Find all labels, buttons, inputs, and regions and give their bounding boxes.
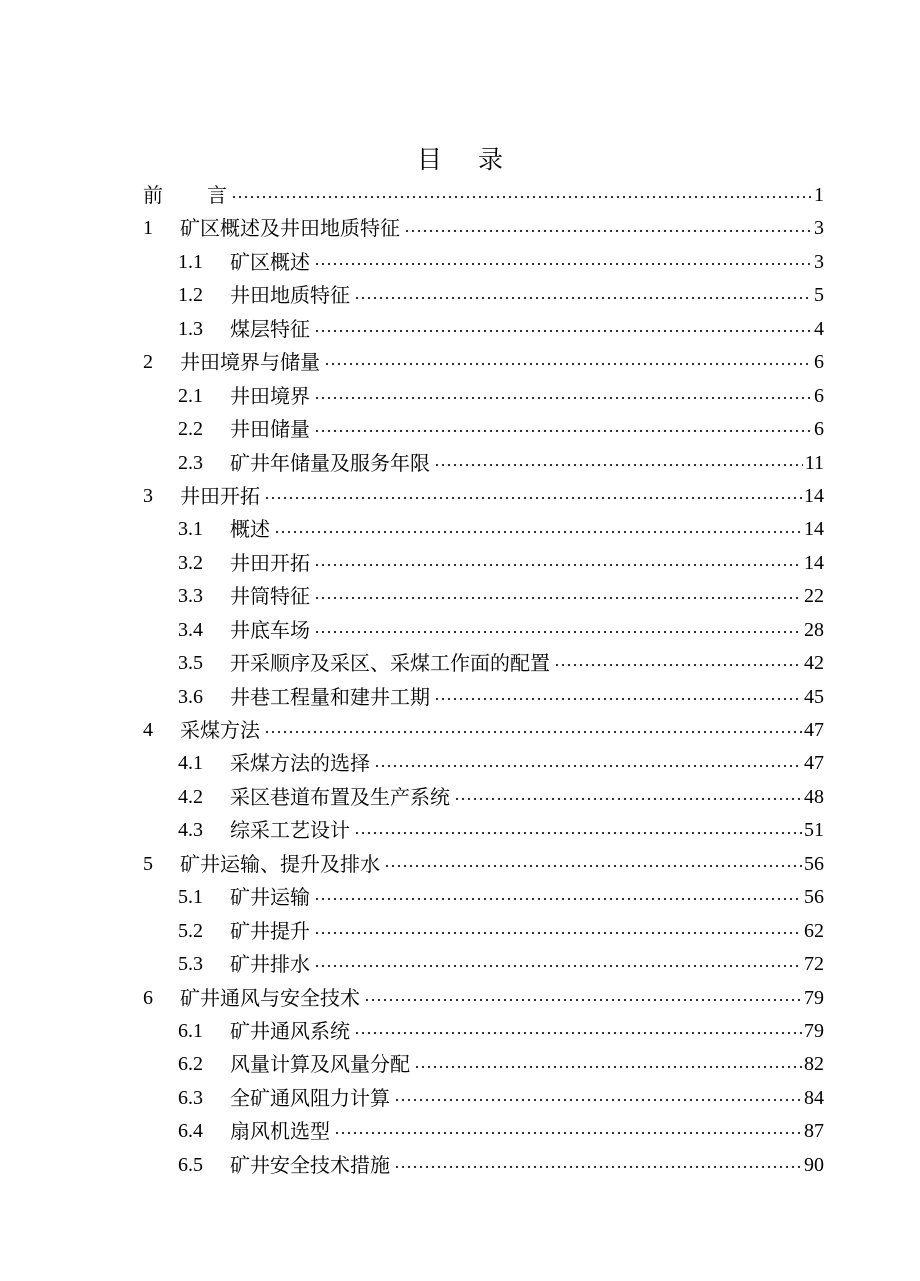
toc-dot-leader (554, 664, 802, 666)
toc-entry-text: 采煤方法 (180, 718, 260, 742)
toc-section-entry[interactable] (0, 1149, 920, 1182)
toc-entry-number: 6.4 (178, 1120, 203, 1143)
toc-dot-leader (314, 397, 812, 399)
toc-dot-leader (434, 698, 802, 700)
toc-dot-leader (314, 631, 802, 633)
toc-section-entry[interactable] (0, 948, 920, 981)
toc-entry-number: 6 (143, 986, 153, 1009)
toc-dot-leader (314, 564, 802, 566)
toc-entry-number: 4.3 (178, 819, 203, 842)
toc-entry-page: 42 (804, 652, 824, 675)
toc-chapter-entry[interactable] (0, 982, 920, 1015)
toc-dot-leader (314, 330, 812, 332)
toc-dot-leader (274, 531, 802, 533)
toc-entry-page: 51 (804, 819, 824, 842)
toc-section-entry[interactable] (0, 614, 920, 647)
toc-entry-number: 1 (143, 217, 153, 240)
toc-entry-number: 3.6 (178, 685, 203, 708)
toc-entry-page: 47 (804, 752, 824, 775)
toc-entry-page: 82 (804, 1053, 824, 1076)
toc-entry-text: 井田开拓 (230, 550, 310, 575)
toc-entry-number: 4 (143, 719, 153, 741)
toc-entry-number: 6.5 (178, 1153, 203, 1176)
toc-section-entry[interactable] (0, 1015, 920, 1048)
toc-entry-number: 3.5 (178, 652, 203, 675)
toc-entry-number: 5.1 (178, 886, 203, 909)
toc-dot-leader (314, 263, 812, 265)
toc-entry-number: 1.1 (178, 250, 203, 273)
toc-entry-number: 1.3 (178, 317, 203, 340)
toc-entry-text (143, 179, 231, 212)
toc-entry-number: 2 (143, 351, 153, 374)
toc-entry-number: 2.1 (178, 384, 203, 407)
toc-entry-page: 56 (804, 852, 824, 875)
toc-list (0, 179, 920, 1182)
toc-dot-leader (404, 230, 812, 232)
toc-entry-number: 4.1 (178, 752, 203, 775)
toc-entry-page: 22 (804, 585, 824, 608)
toc-chapter-entry[interactable] (0, 212, 920, 245)
toc-entry-text: 开采顺序及采区、采煤工作面的配置 (230, 651, 550, 676)
toc-entry-page: 4 (814, 317, 824, 340)
toc-entry-page: 14 (804, 484, 824, 507)
toc-entry-page: 6 (814, 384, 824, 407)
toc-title (0, 140, 920, 180)
toc-dot-leader (354, 297, 812, 299)
toc-entry-text: 矿区概述 (230, 249, 310, 274)
toc-title-left: 目 (416, 145, 442, 174)
toc-section-entry[interactable] (0, 447, 920, 480)
toc-entry-number: 5 (143, 852, 153, 875)
toc-entry-text: 全矿通风阻力计算 (230, 1085, 390, 1110)
toc-entry-text: 综采工艺设计 (230, 818, 350, 843)
toc-entry-page: 6 (814, 351, 824, 374)
toc-entry-page: 45 (804, 685, 824, 708)
toc-entry-number: 3.2 (178, 551, 203, 574)
toc-dot-leader (434, 464, 803, 466)
toc-section-entry[interactable] (0, 513, 920, 546)
toc-section-entry[interactable] (0, 681, 920, 714)
toc-entry-number: 6.1 (178, 1019, 203, 1042)
toc-entry-number: 3.4 (178, 618, 203, 641)
toc-entry-page: 1 (814, 184, 824, 206)
toc-dot-leader (314, 597, 802, 599)
toc-entry-page: 79 (804, 1019, 824, 1042)
toc-entry-number: 3.3 (178, 585, 203, 608)
toc-chapter-entry[interactable] (0, 714, 920, 747)
toc-dot-leader (314, 898, 802, 900)
toc-chapter-entry[interactable] (0, 848, 920, 881)
toc-entry-number: 6.2 (178, 1053, 203, 1076)
toc-dot-leader (394, 1099, 802, 1101)
toc-entry-number: 5.2 (178, 919, 203, 942)
toc-entry-text: 煤层特征 (230, 316, 310, 341)
toc-entry-page: 6 (814, 418, 824, 441)
toc-entry-page: 28 (804, 618, 824, 641)
toc-entry-text: 矿井运输、提升及排水 (180, 851, 380, 876)
toc-dot-leader (231, 196, 812, 198)
toc-section-entry[interactable] (0, 246, 920, 279)
toc-entry-text: 井田储量 (230, 417, 310, 442)
toc-chapter-entry[interactable] (0, 346, 920, 379)
toc-entry-text: 矿井运输 (230, 885, 310, 910)
toc-entry-page: 3 (814, 217, 824, 240)
toc-dot-leader (374, 765, 802, 767)
toc-entry-text: 井底车场 (230, 617, 310, 642)
toc-entry-page: 47 (804, 719, 824, 741)
toc-dot-leader (314, 965, 802, 967)
toc-dot-leader (384, 865, 802, 867)
toc-section-entry[interactable] (0, 413, 920, 446)
toc-section-entry[interactable] (0, 313, 920, 346)
toc-dot-leader (354, 832, 802, 834)
toc-dot-leader (314, 932, 802, 934)
toc-entry-page: 5 (814, 284, 824, 307)
toc-dot-leader (314, 430, 812, 432)
toc-section-entry[interactable] (0, 814, 920, 847)
toc-entry-text: 井巷工程量和建井工期 (230, 684, 430, 709)
toc-section-entry[interactable] (0, 580, 920, 613)
toc-entry-page: 62 (804, 919, 824, 942)
toc-entry-text: 矿井通风与安全技术 (180, 985, 360, 1010)
toc-entry-text: 矿井年储量及服务年限 (230, 450, 430, 475)
toc-entry-page: 72 (804, 953, 824, 976)
toc-entry-page: 11 (804, 451, 824, 474)
toc-dot-leader (264, 497, 802, 499)
toc-entry-number: 3 (143, 484, 153, 507)
toc-dot-leader (414, 1066, 802, 1068)
toc-entry-text: 井筒特征 (230, 584, 310, 609)
toc-entry-text: 概述 (230, 517, 270, 542)
toc-section-entry[interactable] (0, 747, 920, 780)
toc-entry-text: 矿井提升 (230, 918, 310, 943)
preface-right-char: 言 (207, 183, 227, 207)
toc-section-entry[interactable] (0, 1048, 920, 1081)
toc-entry-number: 1.2 (178, 284, 203, 307)
toc-entry-page: 84 (804, 1086, 824, 1109)
preface-left-char: 前 (143, 183, 163, 207)
toc-entry-text: 井田开拓 (180, 483, 260, 508)
toc-dot-leader (354, 1032, 802, 1034)
toc-entry-text: 矿井安全技术措施 (230, 1152, 390, 1177)
toc-entry-page: 3 (814, 250, 824, 273)
toc-entry-number: 3.1 (178, 518, 203, 541)
toc-entry-text: 风量计算及风量分配 (230, 1052, 410, 1077)
toc-entry-page: 48 (804, 785, 824, 808)
toc-section-entry[interactable] (0, 915, 920, 948)
toc-entry-page: 87 (804, 1120, 824, 1143)
toc-entry-text: 扇风机选型 (230, 1119, 330, 1144)
toc-title-right: 录 (478, 145, 504, 174)
toc-entry-text: 矿井通风系统 (230, 1018, 350, 1043)
toc-entry-number: 4.2 (178, 785, 203, 808)
toc-section-entry[interactable] (0, 1082, 920, 1115)
toc-dot-leader (334, 1132, 802, 1134)
toc-entry-number: 6.3 (178, 1086, 203, 1109)
toc-entry-text: 井田境界 (230, 383, 310, 408)
toc-entry-text: 井田地质特征 (230, 283, 350, 308)
toc-entry-page: 14 (804, 551, 824, 574)
toc-chapter-entry[interactable] (0, 480, 920, 513)
toc-entry-page: 90 (804, 1153, 824, 1176)
toc-entry-text: 采煤方法的选择 (230, 751, 370, 776)
toc-dot-leader (324, 363, 812, 365)
toc-entry-number: 2.2 (178, 418, 203, 441)
toc-section-entry[interactable] (0, 1115, 920, 1148)
toc-section-entry[interactable] (0, 380, 920, 413)
toc-entry-page: 79 (804, 986, 824, 1009)
toc-entry-text: 井田境界与储量 (180, 350, 320, 375)
toc-entry-page: 56 (804, 886, 824, 909)
toc-section-entry[interactable] (0, 279, 920, 312)
toc-dot-leader (454, 798, 802, 800)
toc-entry-text: 采区巷道布置及生产系统 (230, 784, 450, 809)
toc-entry-text: 矿区概述及井田地质特征 (180, 216, 400, 241)
toc-dot-leader (394, 1166, 802, 1168)
toc-section-entry[interactable] (0, 547, 920, 580)
toc-section-entry[interactable] (0, 781, 920, 814)
toc-section-entry[interactable] (0, 647, 920, 680)
toc-entry-number: 2.3 (178, 451, 203, 474)
toc-entry-preface[interactable] (0, 179, 920, 212)
toc-section-entry[interactable] (0, 881, 920, 914)
toc-dot-leader (364, 999, 802, 1001)
toc-entry-text: 矿井排水 (230, 952, 310, 977)
toc-entry-number: 5.3 (178, 953, 203, 976)
toc-entry-page: 14 (804, 518, 824, 541)
toc-dot-leader (264, 731, 802, 733)
